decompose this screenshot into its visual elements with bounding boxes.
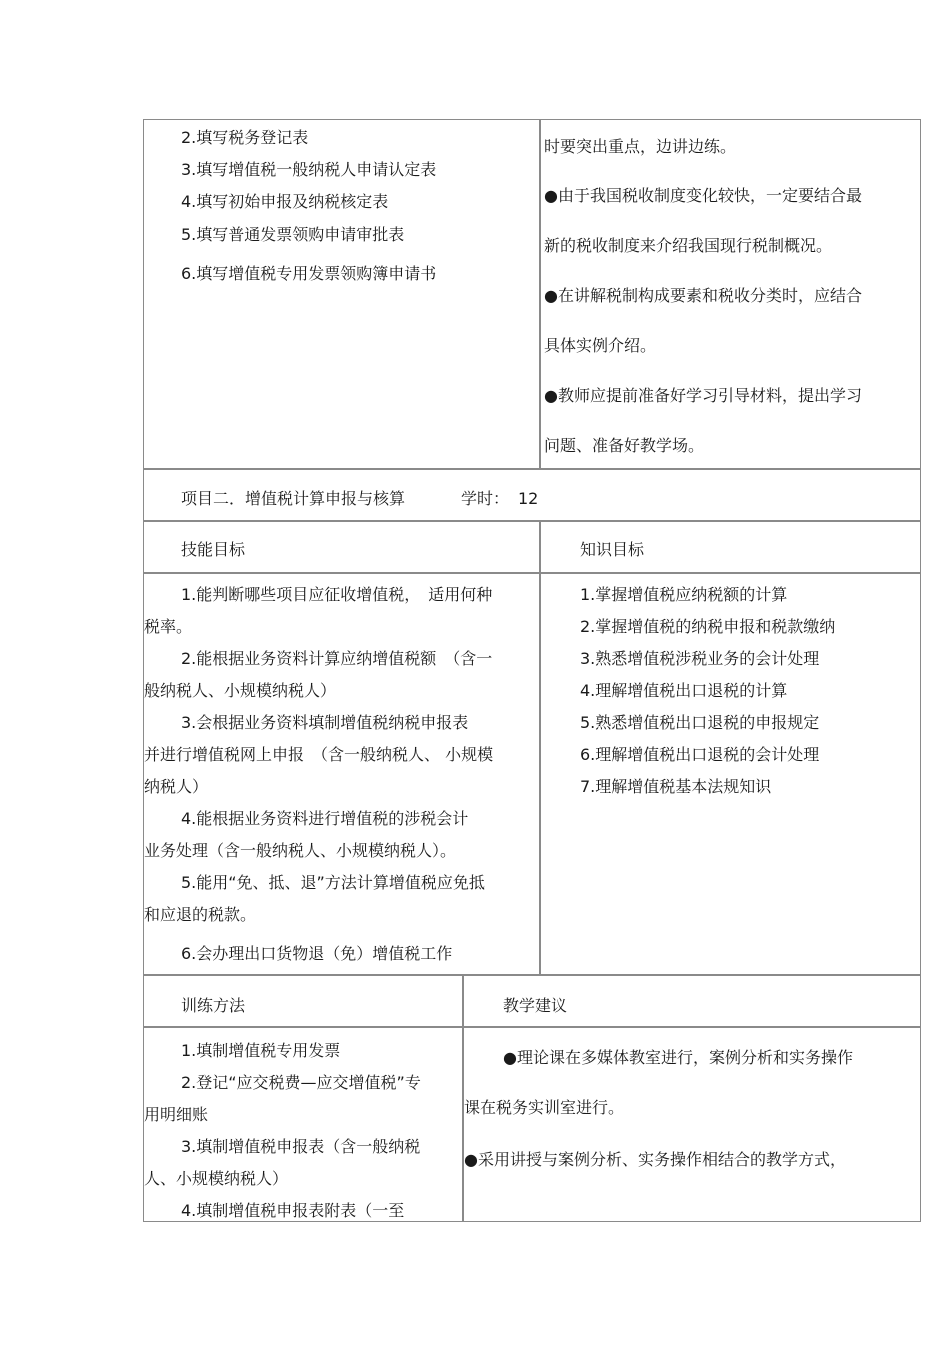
teaching-note: 问题、准备好教学场。 bbox=[544, 436, 705, 455]
project-hours-label: 学时： bbox=[461, 489, 510, 508]
knowledge-line: 1.掌握增值税应纳税额的计算 bbox=[580, 585, 788, 604]
training-line: 人、小规模纳税人） bbox=[144, 1169, 289, 1188]
knowledge-line: 4.理解增值税出口退税的计算 bbox=[580, 681, 788, 700]
teaching-note: ●在讲解税制构成要素和税收分类时，应结合 bbox=[544, 286, 862, 305]
teaching-line: ●理论课在多媒体教室进行，案例分析和实务操作 bbox=[503, 1048, 853, 1067]
teaching-line: 课在税务实训室进行。 bbox=[464, 1098, 625, 1117]
row3-bottom bbox=[144, 572, 920, 574]
skill-line: 和应退的税款。 bbox=[144, 905, 257, 924]
row5-bottom bbox=[144, 1026, 920, 1028]
project-title: 项目二．增值税计算申报与核算 bbox=[181, 489, 406, 508]
list-item: 3.填写增值税一般纳税人申请认定表 bbox=[181, 160, 437, 179]
project-hours-value: 12 bbox=[518, 489, 539, 508]
skill-line: 纳税人） bbox=[144, 777, 209, 796]
row2-bottom bbox=[144, 520, 920, 522]
skill-line: 5.能用“免、抵、退”方法计算增值税应免抵 bbox=[181, 873, 485, 892]
knowledge-line: 3.熟悉增值税涉税业务的会计处理 bbox=[580, 649, 820, 668]
list-item: 6.填写增值税专用发票领购簿申请书 bbox=[181, 264, 437, 283]
list-item: 5.填写普通发票领购申请审批表 bbox=[181, 225, 405, 244]
knowledge-line: 7.理解增值税基本法规知识 bbox=[580, 777, 772, 796]
teaching-header: 教学建议 bbox=[503, 996, 568, 1015]
training-line: 用明细账 bbox=[144, 1105, 209, 1124]
list-item: 2.填写税务登记表 bbox=[181, 128, 309, 147]
row4-bottom bbox=[144, 974, 920, 976]
skill-line: 2.能根据业务资料计算应纳增值税额 （含一 bbox=[181, 649, 493, 668]
skill-line: 业务处理（含一般纳税人、小规模纳税人）。 bbox=[144, 841, 457, 860]
training-line: 2.登记“应交税费—应交增值税”专 bbox=[181, 1073, 421, 1092]
teaching-note: 新的税收制度来介绍我国现行税制概况。 bbox=[544, 236, 833, 255]
knowledge-line: 2.掌握增值税的纳税申报和税款缴纳 bbox=[580, 617, 836, 636]
skill-line: 3.会根据业务资料填制增值税纳税申报表 bbox=[181, 713, 469, 732]
teaching-line: ●采用讲授与案例分析、实务操作相结合的教学方式， bbox=[464, 1150, 846, 1169]
skill-line: 1.能判断哪些项目应征收增值税， 适用何种 bbox=[181, 585, 493, 604]
training-header: 训练方法 bbox=[181, 996, 246, 1015]
training-line: 3.填制增值税申报表（含一般纳税 bbox=[181, 1137, 421, 1156]
row1-divider bbox=[539, 120, 541, 470]
skill-line: 并进行增值税网上申报 （含一般纳税人、 小规模 bbox=[144, 745, 494, 764]
skill-line: 4.能根据业务资料进行增值税的涉税会计 bbox=[181, 809, 469, 828]
skill-line: 6.会办理出口货物退（免）增值税工作 bbox=[181, 944, 453, 963]
teaching-note: ●由于我国税收制度变化较快，一定要结合最 bbox=[544, 186, 862, 205]
training-line: 1.填制增值税专用发票 bbox=[181, 1041, 341, 1060]
knowledge-line: 5.熟悉增值税出口退税的申报规定 bbox=[580, 713, 820, 732]
skill-line: 税率。 bbox=[144, 617, 193, 636]
list-item: 4.填写初始申报及纳税核定表 bbox=[181, 192, 389, 211]
knowledge-header: 知识目标 bbox=[580, 540, 645, 559]
knowledge-line: 6.理解增值税出口退税的会计处理 bbox=[580, 745, 820, 764]
skills-header: 技能目标 bbox=[181, 540, 246, 559]
training-line: 4.填制增值税申报表附表（一至 bbox=[181, 1201, 405, 1220]
row1-bottom bbox=[144, 468, 920, 470]
teaching-note: 时要突出重点，边讲边练。 bbox=[544, 137, 737, 156]
skill-line: 般纳税人、小规模纳税人） bbox=[144, 681, 337, 700]
row3-divider bbox=[539, 521, 541, 975]
teaching-note: ●教师应提前准备好学习引导材料，提出学习 bbox=[544, 386, 862, 405]
teaching-note: 具体实例介绍。 bbox=[544, 336, 657, 355]
